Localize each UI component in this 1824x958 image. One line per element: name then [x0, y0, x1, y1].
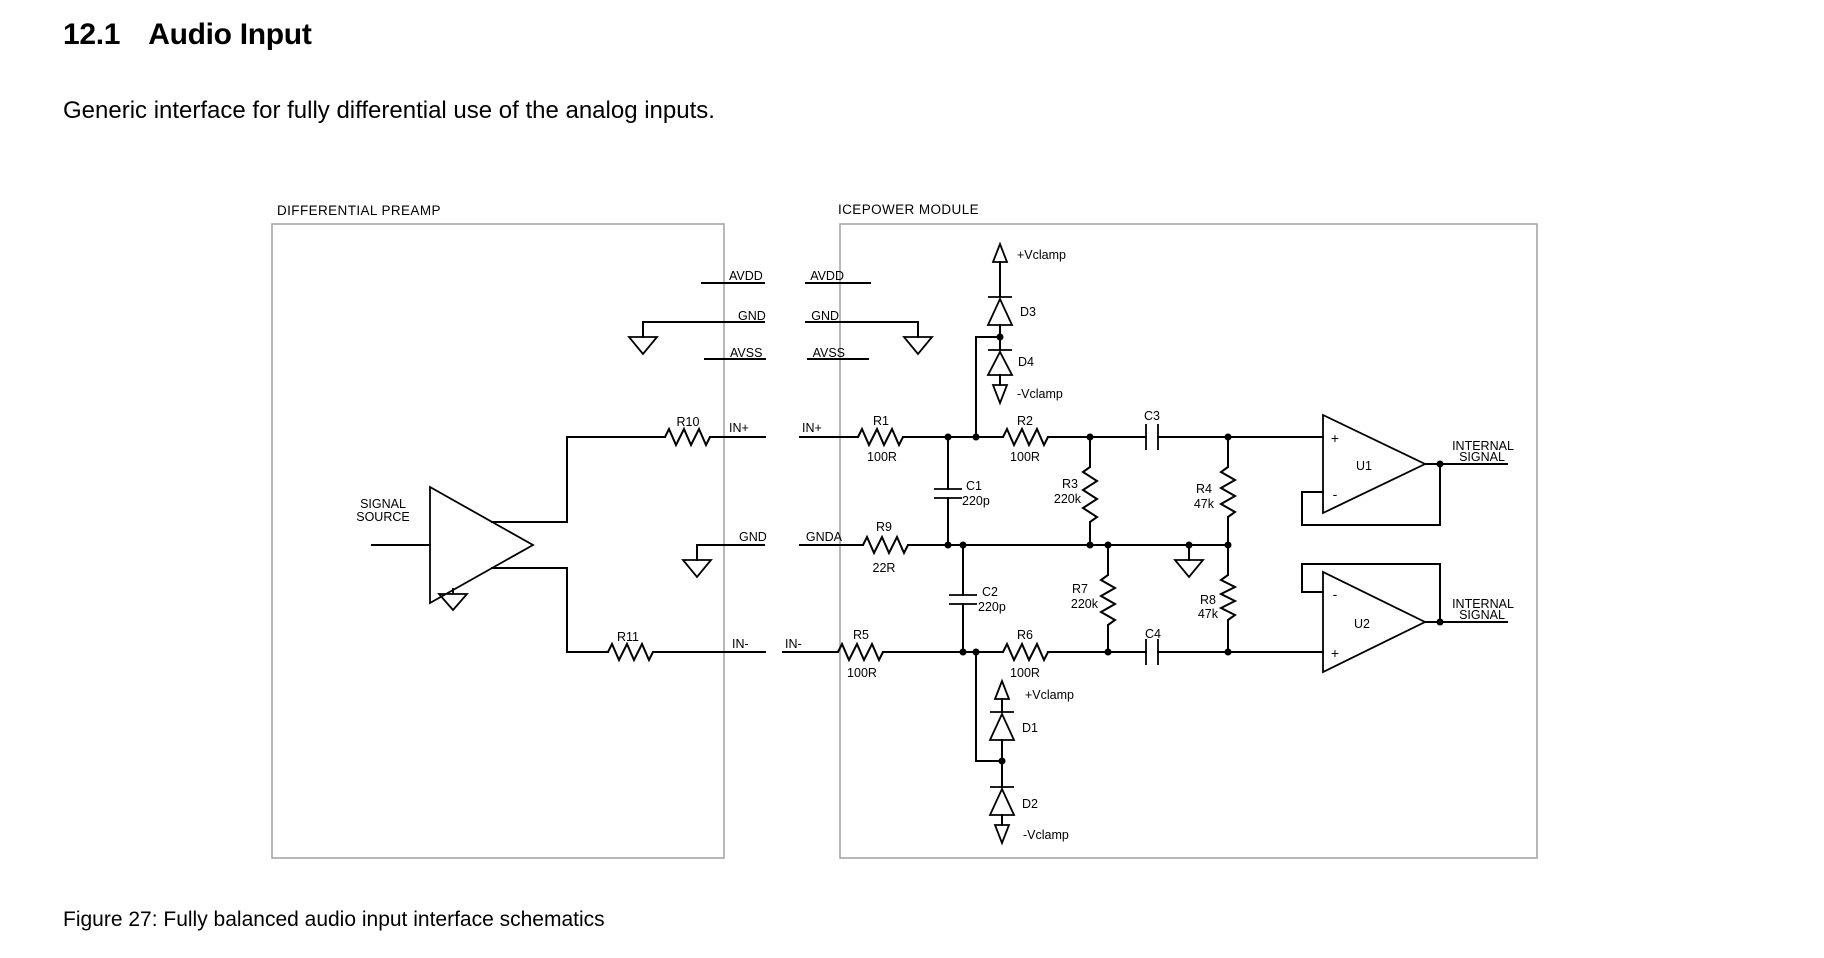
component-ref-R1: R1	[873, 414, 889, 428]
pin-label-avss-preamp: AVSS	[730, 346, 763, 360]
diode-D2	[990, 789, 1014, 815]
preamp-title: DIFFERENTIAL PREAMP	[277, 203, 441, 218]
resistor-R11	[608, 644, 653, 660]
wire	[697, 545, 764, 560]
vclamp-up-arrow-icon	[995, 681, 1009, 699]
net-label-neg-clamp-bottom: -Vclamp	[1023, 828, 1069, 842]
signal-source-label-1: SIGNAL	[360, 497, 406, 511]
opamp-U2-plus-input: +	[1330, 645, 1340, 661]
opamp-U1	[1302, 415, 1514, 525]
net-label-pos-clamp-top: +Vclamp	[1017, 248, 1066, 262]
component-ref-R6: R6	[1017, 628, 1033, 642]
capacitor-C3	[1146, 424, 1158, 450]
pin-label-avdd-preamp: AVDD	[729, 269, 763, 283]
figure-caption: Figure 27: Fully balanced audio input interface schematics	[63, 908, 605, 931]
component-ref-R5: R5	[853, 628, 869, 642]
clamp-top	[976, 244, 1066, 437]
resistor-R9	[863, 537, 908, 553]
diode-D1	[990, 714, 1014, 740]
signal-source-amp-icon	[430, 487, 533, 603]
signal-source-label-2: SOURCE	[356, 510, 410, 524]
pin-label-gnd-top-preamp: GND	[738, 309, 766, 323]
component-ref-C4: C4	[1145, 627, 1161, 641]
component-ref-R2: R2	[1017, 414, 1033, 428]
component-ref-D1: D1	[1022, 721, 1038, 735]
section-title: Audio Input	[148, 18, 312, 51]
diode-D4	[988, 352, 1012, 375]
preamp-block	[272, 203, 767, 858]
component-value-R8: 47k	[1197, 607, 1218, 621]
net-label-pos-clamp-bottom: +Vclamp	[1025, 688, 1074, 702]
pin-label-in-neg-preamp: IN-	[732, 637, 749, 651]
component-value-R7: 220k	[1070, 597, 1098, 611]
component-ref-D2: D2	[1022, 797, 1038, 811]
component-value-R1: 100R	[867, 450, 897, 464]
component-value-R3: 220k	[1053, 492, 1081, 506]
net-label-internal-signal-2b: SIGNAL	[1459, 608, 1505, 622]
resistor-R8	[1221, 575, 1235, 620]
component-value-R5: 100R	[847, 666, 877, 680]
pin-label-gnd-top-module: GND	[811, 309, 839, 323]
opamp-U1-minus-input: -	[1332, 486, 1338, 502]
wire	[643, 322, 764, 337]
opamp-U1-plus-input: +	[1330, 430, 1340, 446]
clamp-bottom	[976, 652, 1074, 843]
component-value-C1: 220p	[962, 494, 990, 508]
resistor-R2	[1003, 429, 1048, 445]
net-label-internal-signal-1a: INTERNAL	[1452, 439, 1514, 453]
component-ref-C3: C3	[1144, 409, 1160, 423]
component-ref-C2: C2	[982, 585, 998, 599]
wire	[492, 437, 665, 522]
ground-icon	[904, 337, 932, 354]
vclamp-up-arrow-icon	[993, 244, 1007, 262]
resistor-R1	[858, 429, 903, 445]
resistor-R7	[1101, 575, 1115, 625]
component-value-C2: 220p	[978, 600, 1006, 614]
component-ref-R11: R11	[616, 630, 640, 644]
resistor-R3	[1083, 467, 1097, 522]
component-value-R2: 100R	[1010, 450, 1040, 464]
resistor-R10	[665, 429, 710, 445]
pin-label-in-pos-preamp: IN+	[729, 421, 749, 435]
pin-label-in-pos-module: IN+	[802, 421, 822, 435]
pin-label-in-neg-module: IN-	[785, 637, 802, 651]
module-title: ICEPOWER MODULE	[838, 202, 980, 217]
intro-text: Generic interface for fully differential use of the analog inputs.	[63, 97, 715, 124]
component-ref-D3: D3	[1020, 305, 1036, 319]
net-label-internal-signal-2a: INTERNAL	[1452, 597, 1514, 611]
component-ref-C1: C1	[966, 479, 982, 493]
preamp-box	[272, 224, 724, 858]
vclamp-down-arrow-icon	[993, 385, 1007, 403]
component-ref-D4: D4	[1018, 355, 1034, 369]
resistor-R5	[838, 644, 883, 660]
wire	[806, 322, 918, 337]
pin-label-avdd-module: AVDD	[810, 269, 844, 283]
component-ref-R4: R4	[1196, 482, 1212, 496]
component-ref-R10: R10	[676, 415, 700, 429]
capacitor-C1	[934, 489, 962, 498]
opamp-U2-minus-input: -	[1332, 586, 1338, 602]
module-block	[783, 202, 1537, 858]
component-ref-U2: U2	[1354, 617, 1370, 631]
pin-label-gnda-module: GNDA	[805, 530, 842, 544]
ground-icon	[629, 337, 657, 354]
pin-label-gnd-mid-preamp: GND	[739, 530, 767, 544]
net-label-internal-signal-1b: SIGNAL	[1459, 450, 1505, 464]
net-label-neg-clamp-top: -Vclamp	[1017, 387, 1063, 401]
ground-icon	[1175, 560, 1203, 577]
component-value-R9: 22R	[872, 561, 896, 575]
component-value-R6: 100R	[1010, 666, 1040, 680]
signal-source	[356, 437, 665, 652]
component-ref-R7: R7	[1072, 582, 1088, 596]
opamp-U2	[1302, 564, 1514, 672]
resistor-R4	[1221, 467, 1235, 517]
pin-label-avss-module: AVSS	[812, 346, 845, 360]
component-value-R4: 47k	[1193, 497, 1214, 511]
resistor-R6	[1003, 644, 1048, 660]
component-ref-R3: R3	[1062, 477, 1078, 491]
vclamp-down-arrow-icon	[995, 825, 1009, 843]
module-box	[840, 224, 1537, 858]
wire	[492, 568, 608, 652]
ground-icon	[683, 560, 711, 577]
capacitor-C4	[1146, 639, 1158, 665]
component-ref-R9: R9	[876, 520, 892, 534]
component-ref-U1: U1	[1356, 459, 1372, 473]
diode-D3	[988, 299, 1012, 325]
capacitor-C2	[949, 595, 977, 604]
component-ref-R8: R8	[1200, 593, 1216, 607]
section-number: 12.1	[63, 18, 121, 51]
